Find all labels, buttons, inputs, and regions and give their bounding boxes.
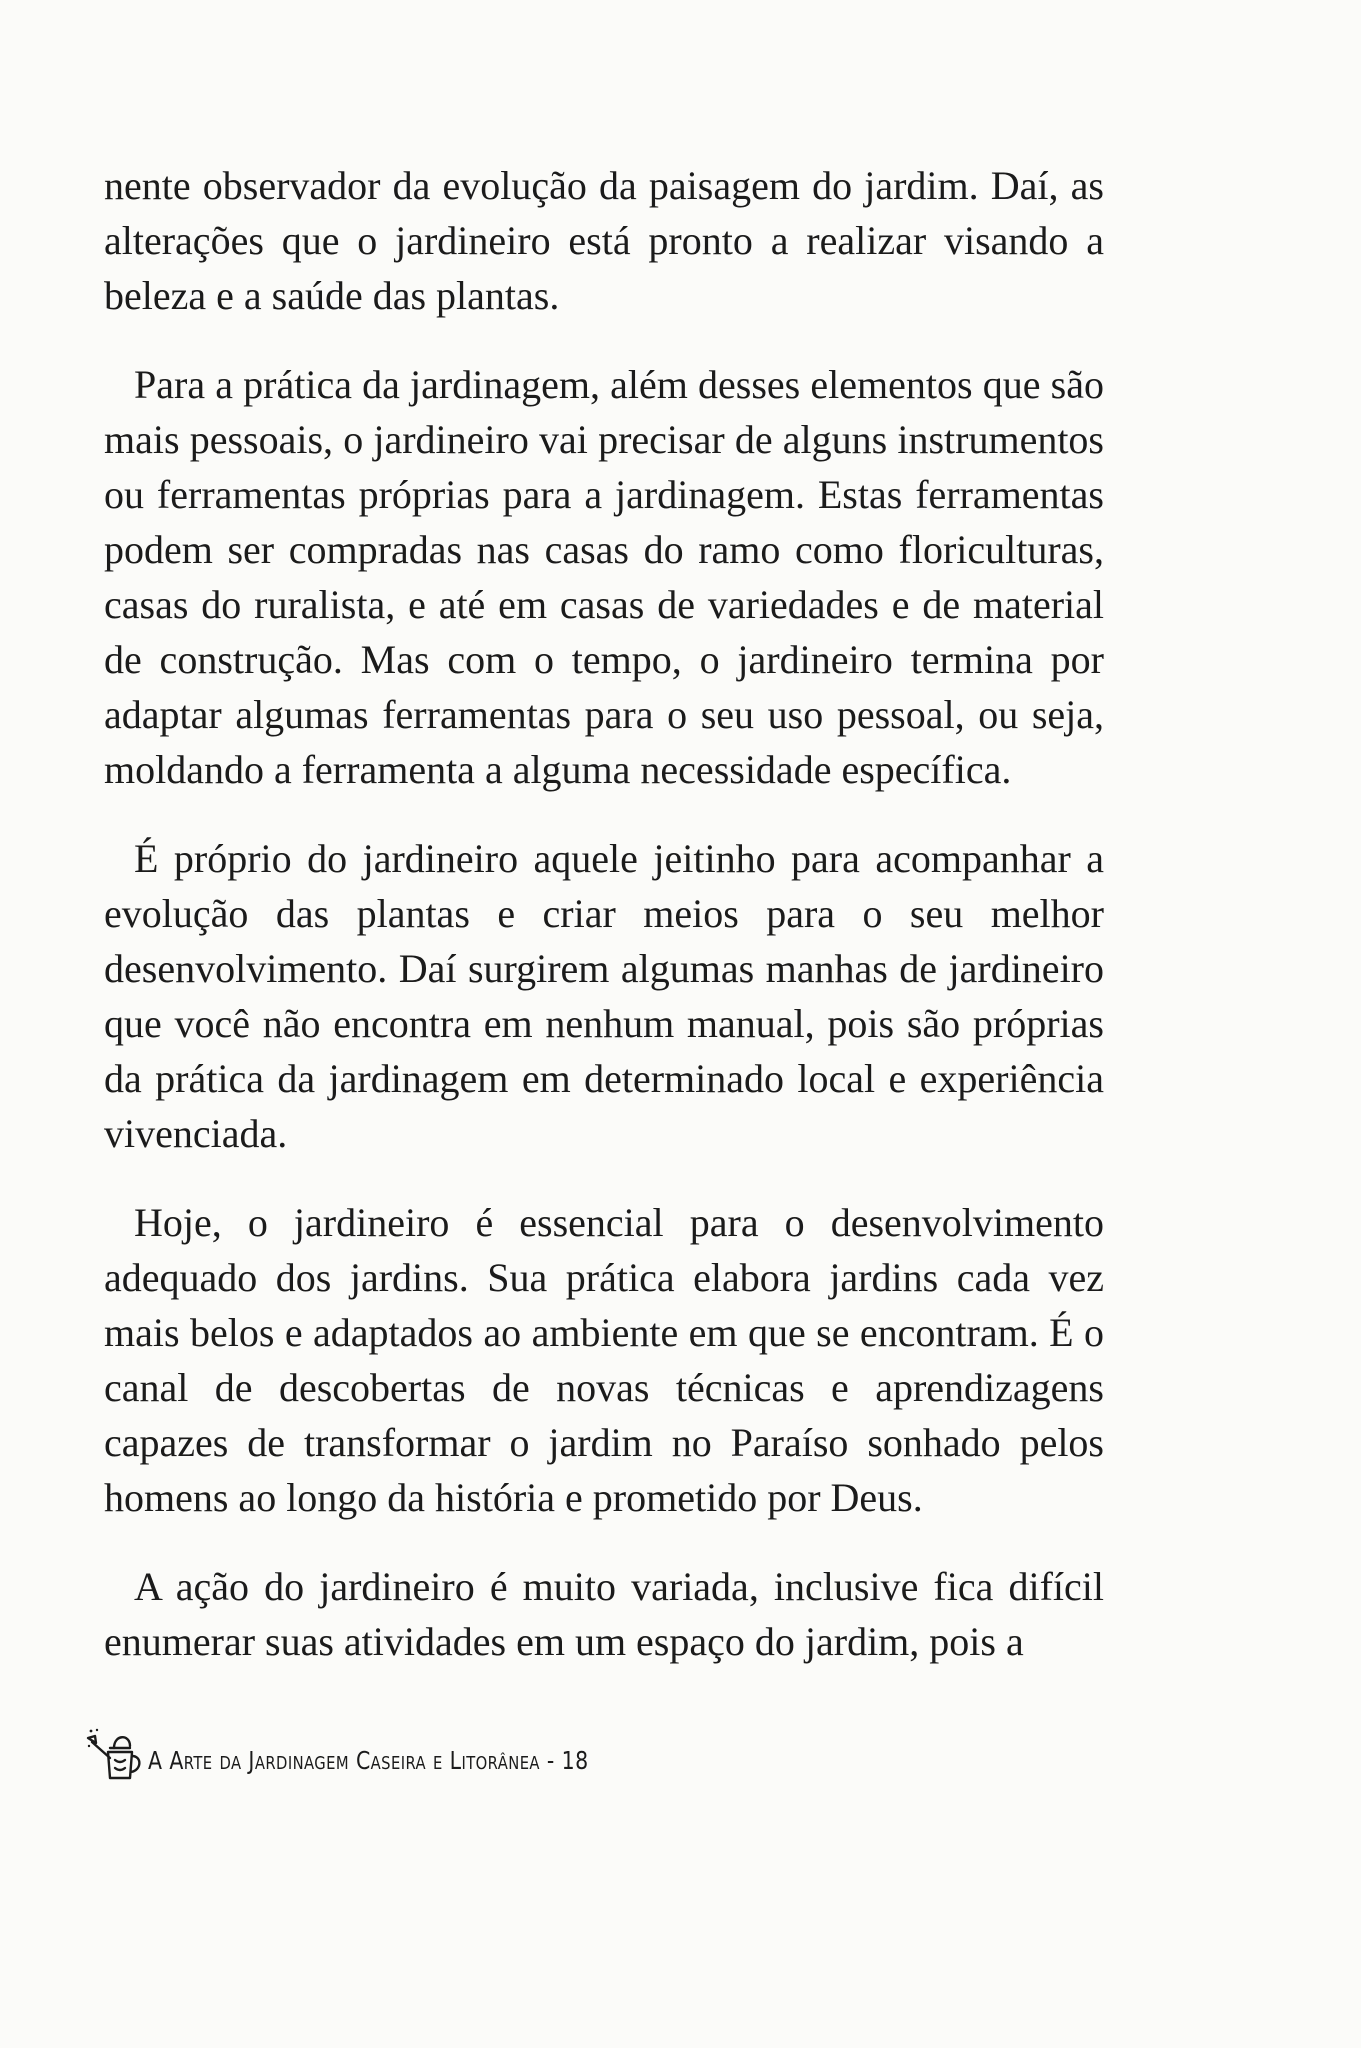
running-footer	[148, 1746, 589, 1782]
paragraph-5: A ação do jardineiro é muito variada, inclusive fica difícil enumerar suas atividades em um espaço do jardim, pois a	[104, 1564, 1104, 1664]
page-footer	[86, 1722, 685, 1782]
body-text	[104, 158, 1104, 1703]
paragraph-1: nente observador da evolução da paisagem do jardim. Daí, as alterações que o jardineiro está pronto a realizar visando a beleza e a saúde das plantas.	[104, 163, 1104, 318]
paragraph-4: Hoje, o jardineiro é essencial para o desenvolvimento adequado dos jardins. Sua prática elabora jardins cada vez mais belos e adaptados ao ambiente em que se encontram. É o canal de descobertas de novas técnicas e aprendizagens capazes de transformar o jardim no Paraíso sonhado pelos homens ao longo da história e prometido por Deus.	[104, 1200, 1104, 1520]
page-number: 18	[561, 1746, 589, 1775]
book-title: A Arte da Jardinagem Caseira e Litorânea	[148, 1746, 540, 1775]
paragraph-3: É próprio do jardineiro aquele jeitinho para acompanhar a evolução das plantas e criar meios para o seu melhor desenvolvimento. Daí surgirem algumas manhas de jardineiro que você não encontra em nenhum manual, pois são próprias da prática da jardinagem em determinado local e experiência vivenciada.	[104, 836, 1104, 1156]
watering-can-icon	[86, 1726, 144, 1782]
paragraph-2: Para a prática da jardinagem, além desses elementos que são mais pessoais, o jardineiro vai precisar de alguns instrumentos ou ferramentas próprias para a jardinagem. Estas ferramentas podem ser compradas nas casas do ramo como floriculturas, casas do ruralista, e até em casas de variedades e de material de construção. Mas com o tempo, o jardineiro termina por adaptar algumas ferramentas para o seu uso pessoal, ou seja, moldando a ferramenta a alguma necessidade específica.	[104, 362, 1104, 792]
footer-separator: -	[546, 1746, 555, 1775]
